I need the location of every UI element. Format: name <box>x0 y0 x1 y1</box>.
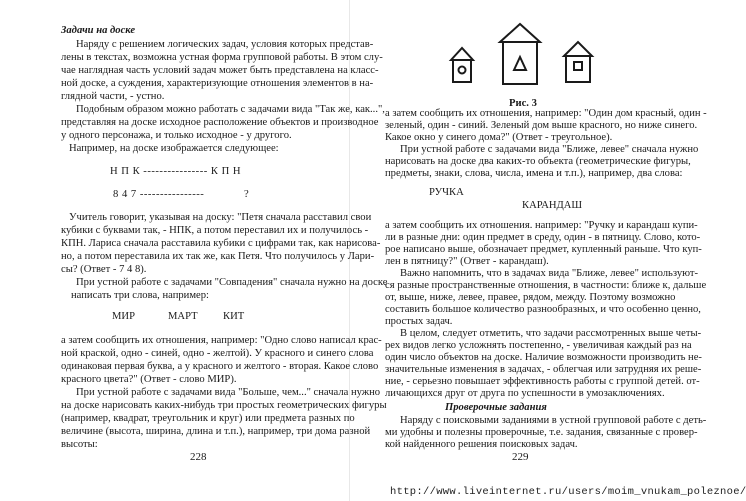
house-tall-icon <box>500 24 540 84</box>
watermark-url: http://www.liveinternet.ru/users/moim_vnukam_poleznoe/ <box>390 486 746 498</box>
word-mart: МАРТ <box>168 311 198 323</box>
text-line: Наряду с поисковыми заданиями в устной групповой работе с деть- <box>400 415 707 426</box>
text-line: При устной работе с задачами "Совпадения" сначала нужно на доске <box>76 276 388 288</box>
text-line: лен в пятницу?" (Ответ - карандаш). <box>385 256 549 268</box>
text-line: написать три слова, например: <box>71 289 209 301</box>
text-line: у одного персонажа, и только исходное - у другого. <box>61 130 292 141</box>
board-letters-sequence: Н П К ---------------- К П Н <box>110 165 242 177</box>
text-line: При устной работе с задачами вида "Больше, чем..." сначала нужно <box>76 386 381 398</box>
figure-three-houses <box>440 14 600 94</box>
section-heading-board-tasks: Задачи на доске <box>61 25 136 36</box>
page-number-left: 228 <box>190 451 207 463</box>
text-line: а затем сообщить их отношения, например: "Один дом красный, один - <box>385 107 707 119</box>
text-line: (например, квадрат, треугольник и круг) или предмета разных по <box>61 413 355 424</box>
text-line: кубики с буквами так, - НПК, а потом переставил их и получилось - <box>61 224 369 236</box>
text-line: кой найденного решения поисковых задач. <box>385 439 578 450</box>
text-line: Важно напомнить, что в задачах вида "Ближе, левее" используют- <box>400 268 699 280</box>
text-line: ми удобны и полезны проверочные, т.е. задания, связанные с провер- <box>385 427 698 438</box>
text-line: значительные изменения в задачах, - облегчая или затрудняя их реше- <box>385 363 702 375</box>
house-medium-icon <box>564 42 592 82</box>
text-line: рое написано выше, обозначает предмет, купленный раньше. Что куп- <box>385 244 702 256</box>
text-line: предметы, знаки, слова, числа, имена и т.п.), например, два слова: <box>385 167 683 179</box>
text-line: КПН. Лариса сначала расставила кубики с цифрами так, как нарисова- <box>61 237 381 249</box>
text-line: чае наглядная часть условий задач может быть представлена на класс- <box>61 64 379 76</box>
page-number-right: 229 <box>512 451 529 463</box>
text-line: на доске нарисовать каких-нибудь три простых геометрических фигуры <box>61 399 387 411</box>
text-line: Наряду с решением логических задач, условия которых представ- <box>76 38 374 50</box>
house-small-icon <box>451 48 473 82</box>
word-mir: МИР <box>112 311 135 323</box>
text-line: При устной работе с задачами вида "Ближе, левее" сначала нужно <box>400 143 699 155</box>
text-line: сы? (Ответ - 7 4 8). <box>61 263 147 275</box>
text-line: красного цвета?" (Ответ - слово МИР). <box>61 373 237 385</box>
text-line: но, а потом переставила их так же, как Петя. Что получилось у Лари- <box>61 250 375 262</box>
word-kit: КИТ <box>223 311 245 323</box>
text-line: рех видов легко усложнять постепенно, - увеличивая каждый раз на <box>385 340 692 351</box>
text-line: зеленый, один - синий. Зеленый дом выше красного, но ниже синего. <box>385 119 698 131</box>
figure-caption: Рис. 3 <box>509 98 537 109</box>
text-line: от, выше, ниже, левее, правее, рядом, между. Поэтому возможно <box>385 292 676 304</box>
board-digits-sequence: 8 4 7 ---------------- <box>113 189 205 200</box>
section-heading-check-tasks: Проверочные задания <box>445 402 547 414</box>
text-line: а затем сообщить их отношения. например: "Ручку и карандаш купи- <box>385 220 698 232</box>
board-question-mark: ? <box>244 189 249 200</box>
text-line: величине (высота, ширина, длина и т.п.), например, три дома разной <box>61 426 371 437</box>
text-line: лены в текстах, возможна устная форма групповой работы. В этом слу- <box>61 51 383 63</box>
text-line: один число объектов на доске. Наличие возможности производить не- <box>385 352 702 363</box>
word-karandash: КАРАНДАШ <box>522 200 583 212</box>
right-page <box>350 0 707 501</box>
text-line: простых задач. <box>385 316 453 327</box>
text-line: составить большое количество разнообразных, и что особенно ценно, <box>385 304 701 315</box>
text-line: высоты: <box>61 439 98 450</box>
text-line: а затем сообщить их отношения, например: "Одно слово написал крас- <box>61 334 382 346</box>
text-line: ной краской, одно - синей, одно - желтой). У красного и синего слова <box>61 347 374 359</box>
text-line: ной доске, а суждения, характеризующие отношения элементов в на- <box>61 77 374 89</box>
text-line: глядной части, - устно. <box>61 91 165 102</box>
text-line: В целом, следует отметить, что задачи рассмотренных выше четы- <box>400 328 702 339</box>
text-line: Учитель говорит, указывая на доску: "Петя сначала расставил свои <box>69 211 372 223</box>
text-line: ся разные пространственные отношения, в частности: ближе к, дальше <box>385 280 707 292</box>
text-line: личающихся друг от друга по успешности в умозаключениях. <box>385 387 665 399</box>
word-ruchka: РУЧКА <box>429 186 464 198</box>
text-line: одинаковая первая буква, а у красного и желтого - вторая. Какое слово <box>61 360 379 372</box>
text-line: Подобным образом можно работать с задачами вида "Так же, как...", <box>76 104 385 115</box>
text-line: ние, - серьезно повышает эффективность работы с группой детей. от- <box>385 375 700 387</box>
text-line: Например, на доске изображается следующее: <box>69 143 279 154</box>
text-line: ли в разные дни: один предмет в среду, один - в пятницу. Слово, кото- <box>385 232 701 244</box>
text-line: Какое окно у синего дома?" (Ответ - треугольное). <box>385 131 613 143</box>
text-line: представляя на доске исходное расположение объектов и производное <box>61 117 379 128</box>
text-line: нарисовать на доске два каких-то объекта (геометрические фигуры, <box>385 155 691 167</box>
